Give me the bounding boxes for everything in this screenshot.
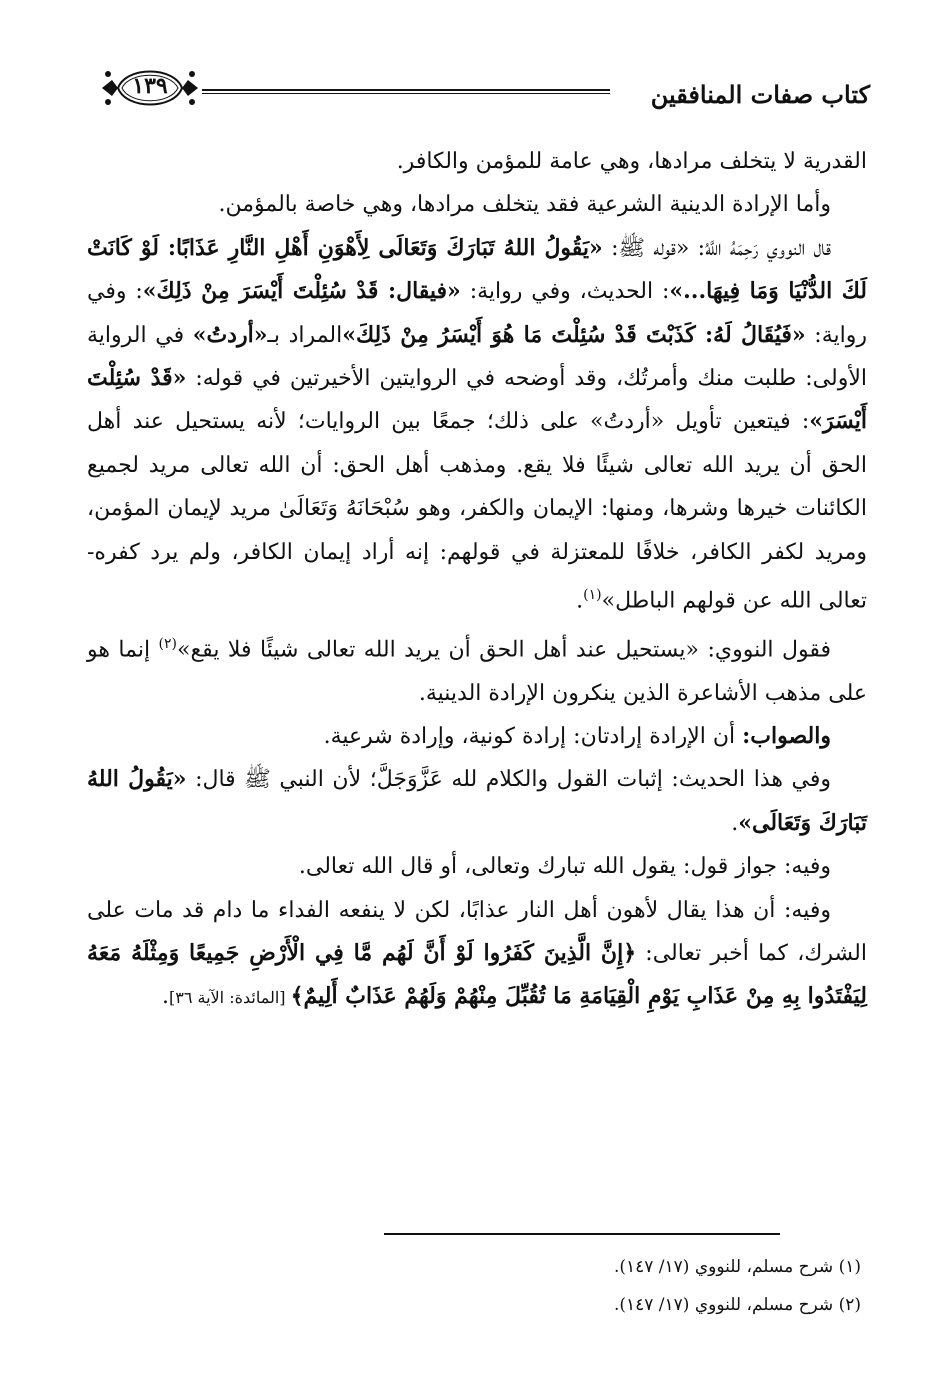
text-segment: .: [576, 588, 584, 614]
text-segment: المراد بـ: [267, 322, 343, 348]
quote-segment: «قَدْ سُئِلْتَ أَيْسَرَ»: [87, 365, 867, 435]
quote-segment: «فَيُقَالُ لَهُ: كَذَبْتَ قَدْ سُئِلْتَ مَا هُوَ أَيْسَرُ مِنْ ذَلِكَ»: [342, 321, 806, 348]
quote-segment: «أردتُ»: [192, 321, 268, 348]
quote-segment: «يَقُولُ اللهُ تَبَارَكَ وَتَعَالَى لِأَهْوَنِ أَهْلِ النَّارِ عَذَابًا: لَوْ كَانَتْ لَكَ الدُّنْيَا وَمَا فِيهَا...»: [87, 234, 867, 305]
text-segment: وفيه: أن هذا يقال لأهون أهل النار عذابًا، لكن لا ينفعه الفداء ما دام قد مات على الشرك، كما أخبر تعالى:: [87, 897, 868, 966]
text-segment: : فيتعين تأويل «أردتُ» على ذلك؛ جمعًا بين الروايات؛ لأنه يستحيل عند أهل الحق أن يريد الله تعالى شيئًا فلا يقع. ومذهب أهل الحق: أن الله تعالى مريد لجميع الكائنات خيرها وشرها، ومنها: الإيمان والكفر، وهو سُبْحَانَهُ وَتَعَالَىٰ مريد لإيمان المؤمن، ومريد لكفر الكافر، خلافًا للمعتزلة في قولهم: إنه أراد إيمان الكافر، ولم يرد كفره- تعالى الله عن قولهم الباطل»: [87, 409, 867, 614]
book-title: كتاب صفات المنافقين: [650, 80, 870, 109]
paragraph: [87, 758, 867, 845]
text-segment: في الرواية الأولى: طلبت منك وأمرتُك، وقد أوضحه في الروايتين الأخيرتين في قوله:: [87, 322, 867, 392]
paragraph: [87, 623, 867, 715]
body-text: [87, 140, 867, 1020]
footnotes: [81, 1248, 861, 1324]
quote-segment: «يَقُولُ اللهُ تَبَارَكَ وَتَعَالَى»: [87, 766, 867, 836]
paragraph: [87, 183, 867, 226]
paragraph: [87, 227, 867, 623]
text-segment: القدرية لا يتخلف مرادها، وهي عامة للمؤمن والكافر.: [396, 149, 867, 174]
page-number: ١٣٩: [132, 73, 168, 99]
paragraph: [87, 845, 867, 888]
text-segment: قال النووي رَحِمَهُ اللَّهُ: «قوله ﷺ:: [602, 235, 831, 261]
paragraph: [87, 715, 867, 758]
text-segment: : وفي رواية:: [87, 279, 867, 348]
quote-segment: ﴿إِنَّ الَّذِينَ كَفَرُوا لَوْ أَنَّ لَهُم مَّا فِي الْأَرْضِ جَمِيعًا وَمِثْلَهُ مَعَهُ لِيَفْتَدُوا بِهِ مِنْ عَذَابِ يَوْمِ الْقِيَامَةِ مَا تُقُبِّلَ مِنْهُمْ وَلَهُمْ عَذَابٌ أَلِيمٌ﴾: [87, 939, 867, 1010]
footnote-ref: (١): [583, 587, 602, 604]
text-segment: وفيه: جواز قول: يقول الله تبارك وتعالى، أو قال الله تعالى.: [298, 854, 831, 880]
footnote: (١) شرح مسلم، للنووي (١٧/ ١٤٧).: [613, 1257, 861, 1277]
quote-segment: والصواب:: [742, 722, 831, 749]
text-segment: إنما هو على مذهب الأشاعرة الذين ينكرون الإرادة الدينية.: [87, 637, 867, 706]
paragraph: [87, 140, 867, 183]
quote-segment: «فيقال: قَدْ سُئِلْتَ أَيْسَرَ مِنْ ذَلِكَ»: [142, 278, 461, 305]
paragraph: [87, 889, 867, 1020]
footnote-separator: [384, 1233, 780, 1235]
footnote-ref: (٢): [158, 635, 178, 652]
text-segment: : الحديث، وفي رواية:: [460, 279, 670, 305]
text-segment: .: [161, 984, 169, 1010]
text-segment: وفي هذا الحديث: إثبات القول والكلام لله عَزَّوَجَلَّ؛ لأن النبي ﷺ قال:: [186, 767, 832, 793]
page-header: [98, 58, 870, 118]
text-segment: .: [731, 810, 739, 836]
footnote: (٢) شرح مسلم، للنووي (١٧/ ١٤٧).: [613, 1295, 861, 1315]
text-segment: [المائدة: الآية ٣٦]: [168, 988, 291, 1008]
header-rule: [202, 89, 610, 94]
text-segment: فقول النووي: «يستحيل عند أهل الحق أن يريد الله تعالى شيئًا فلا يقع»: [177, 637, 831, 663]
text-segment: أن الإرادة إرادتان: إرادة كونية، وإرادة شرعية.: [323, 723, 743, 749]
text-segment: وأما الإرادة الدينية الشرعية فقد يتخلف مرادها، وهي خاصة بالمؤمن.: [218, 192, 831, 218]
page-number-ornament: [98, 58, 202, 118]
